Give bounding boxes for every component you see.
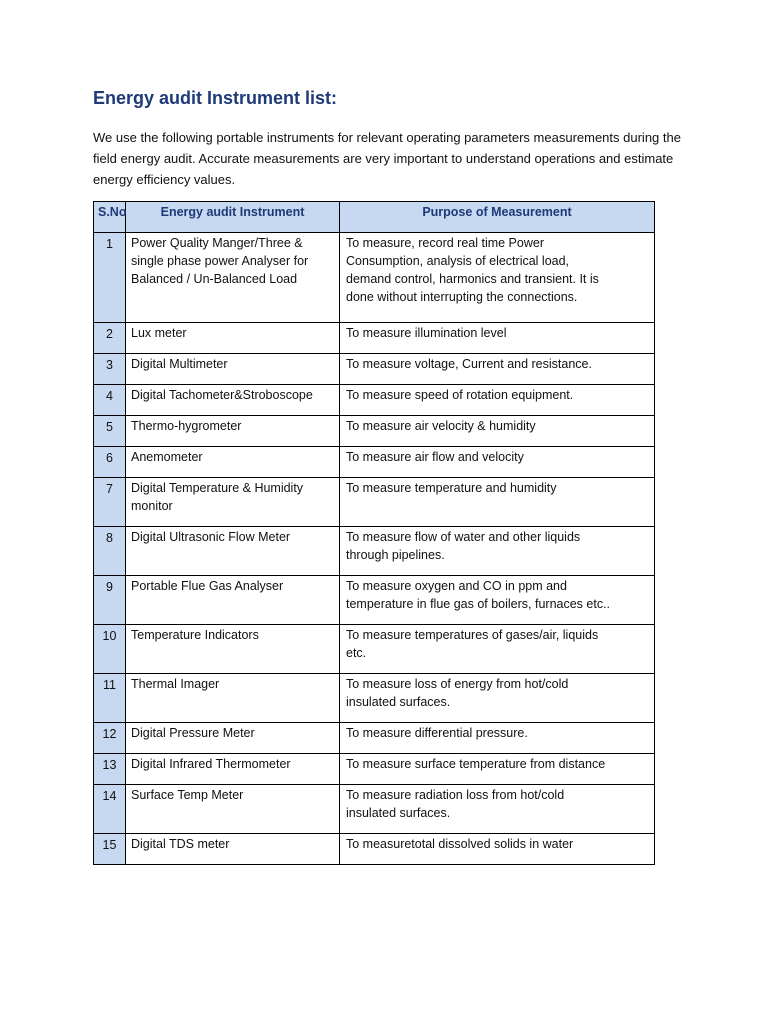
row-instrument: Temperature Indicators (126, 625, 340, 674)
row-instrument: Digital TDS meter (126, 834, 340, 865)
row-sno: 7 (94, 478, 126, 527)
row-sno: 5 (94, 416, 126, 447)
row-instrument: Digital Tachometer&Stroboscope (126, 385, 340, 416)
row-sno: 9 (94, 576, 126, 625)
row-instrument: Lux meter (126, 323, 340, 354)
row-instrument: Anemometer (126, 447, 340, 478)
row-sno: 13 (94, 754, 126, 785)
row-sno: 6 (94, 447, 126, 478)
table-row (94, 576, 655, 625)
row-purpose: To measure temperatures of gases/air, liquids etc. (340, 625, 655, 674)
row-sno: 8 (94, 527, 126, 576)
row-sno: 4 (94, 385, 126, 416)
row-purpose: To measure speed of rotation equipment. (340, 385, 655, 416)
page-title: Energy audit Instrument list: (93, 88, 338, 108)
row-sno: 11 (94, 674, 126, 723)
header-instrument: Energy audit Instrument (126, 202, 340, 233)
table-row (94, 416, 655, 447)
row-instrument: Thermo-hygrometer (126, 416, 340, 447)
row-purpose: To measure flow of water and other liquids through pipelines. (340, 527, 655, 576)
table-body (94, 233, 655, 865)
table-row (94, 674, 655, 723)
row-instrument: Digital Multimeter (126, 354, 340, 385)
table-row (94, 233, 655, 323)
row-instrument: Thermal Imager (126, 674, 340, 723)
row-instrument: Digital Ultrasonic Flow Meter (126, 527, 340, 576)
row-instrument: Digital Pressure Meter (126, 723, 340, 754)
table-row (94, 785, 655, 834)
table-row (94, 354, 655, 385)
row-purpose: To measure, record real time Power Consumption, analysis of electrical load, demand control, harmonics and transient. It is done without interrupting the connections. (340, 233, 655, 323)
row-sno: 10 (94, 625, 126, 674)
row-sno: 15 (94, 834, 126, 865)
intro-paragraph: We use the following portable instruments for relevant operating parameters measurements during the field energy audit. Accurate measurements are very important to understand operations and estimate energy efficiency values. (93, 130, 681, 187)
table-row (94, 527, 655, 576)
row-instrument: Digital Temperature & Humidity monitor (126, 478, 340, 527)
row-instrument: Portable Flue Gas Analyser (126, 576, 340, 625)
row-sno: 12 (94, 723, 126, 754)
table-row (94, 834, 655, 865)
table-row (94, 478, 655, 527)
table-row (94, 385, 655, 416)
table-header-row (94, 202, 655, 233)
row-purpose: To measure illumination level (340, 323, 655, 354)
row-instrument: Power Quality Manger/Three & single phase power Analyser for Balanced / Un-Balanced Load (126, 233, 340, 323)
row-instrument: Surface Temp Meter (126, 785, 340, 834)
row-purpose: To measure oxygen and CO in ppm and temperature in flue gas of boilers, furnaces etc.. (340, 576, 655, 625)
row-purpose: To measure surface temperature from distance (340, 754, 655, 785)
row-purpose: To measure air velocity & humidity (340, 416, 655, 447)
row-purpose: To measure temperature and humidity (340, 478, 655, 527)
row-instrument: Digital Infrared Thermometer (126, 754, 340, 785)
row-purpose: To measure voltage, Current and resistance. (340, 354, 655, 385)
row-sno: 2 (94, 323, 126, 354)
table-row (94, 625, 655, 674)
table-row (94, 723, 655, 754)
row-sno: 3 (94, 354, 126, 385)
row-purpose: To measure radiation loss from hot/cold insulated surfaces. (340, 785, 655, 834)
row-sno: 1 (94, 233, 126, 323)
row-purpose: To measure loss of energy from hot/cold insulated surfaces. (340, 674, 655, 723)
table-row (94, 323, 655, 354)
row-purpose: To measure differential pressure. (340, 723, 655, 754)
table-row (94, 447, 655, 478)
table-row (94, 754, 655, 785)
header-sno: S.No (94, 202, 126, 233)
row-sno: 14 (94, 785, 126, 834)
header-purpose: Purpose of Measurement (340, 202, 655, 233)
instrument-table (93, 201, 655, 865)
row-purpose: To measure air flow and velocity (340, 447, 655, 478)
row-purpose: To measuretotal dissolved solids in water (340, 834, 655, 865)
